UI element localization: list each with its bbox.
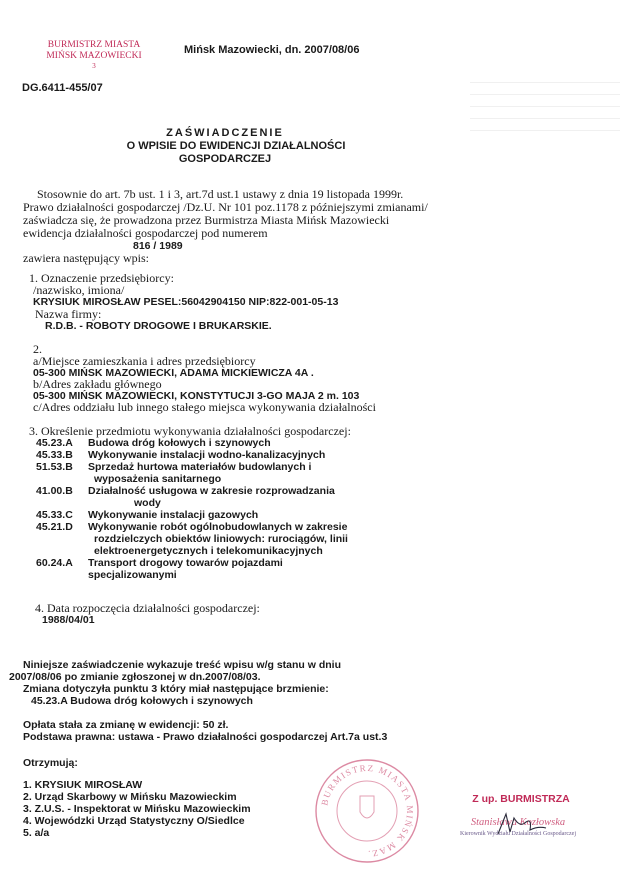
change-note	[9, 659, 341, 707]
note-line-4: 45.23.A Budowa dróg kołowych i szynowych	[31, 695, 253, 707]
intro-paragraph	[23, 188, 428, 240]
document-title	[40, 127, 440, 166]
title-line-3: GOSPODARCZEJ	[178, 153, 272, 165]
activity-desc: Wykonywanie instalacji wodno-kanalizacyjnych	[88, 449, 326, 461]
section-2-heading: 2.	[33, 342, 42, 356]
note-line-2: 2007/08/06 po zmianie zgłoszonej w dn.2007/08/03.	[9, 671, 261, 683]
title-line-2: O WPISIE DO EWIDENCJI DZIAŁALNOŚCI	[126, 140, 346, 152]
activity-code: 45.33.B	[36, 449, 73, 461]
intro-line-2: Prawo działalności gospodarczej /Dz.U. Nr 101 poz.1178 z późniejszymi zmianami/	[23, 200, 428, 214]
recipient-item: 2. Urząd Skarbowy w Mińsku Mazowieckim	[23, 791, 237, 803]
activity-item	[36, 449, 348, 461]
activity-item-cont	[36, 545, 348, 557]
firm-label: Nazwa firmy:	[35, 307, 102, 321]
section-1-heading: 1. Oznaczenie przedsiębiorcy:	[29, 271, 174, 285]
recipient-item: 4. Wojewódzki Urząd Statystyczny O/Siedlce	[23, 815, 245, 827]
activity-item	[36, 509, 348, 521]
start-date: 1988/04/01	[42, 614, 95, 626]
activity-code: 45.21.D	[36, 521, 73, 533]
activity-item	[36, 557, 348, 569]
recipients-list	[23, 779, 251, 839]
address-a-label: a/Miejsce zamieszkania i adres przedsiębiorcy	[33, 354, 256, 368]
signature-stamp-line-2: Stanisława Kozłowska	[470, 817, 566, 828]
activity-item	[36, 461, 348, 473]
recipient-item: 5. a/a	[23, 827, 50, 839]
activity-code: 51.53.B	[36, 461, 73, 473]
scan-residue	[470, 82, 620, 142]
registration-number: 816 / 1989	[133, 240, 183, 252]
fee-line: Opłata stała za zmianę w ewidencji: 50 zł.	[23, 719, 229, 731]
mayor-stamp	[30, 40, 158, 70]
svg-text:BURMISTRZ MIASTA MIŃSK MAZ.	[319, 763, 415, 859]
mayor-stamp-line-3: 3	[92, 62, 96, 70]
intro-line-4: ewidencja działalności gospodarczej pod numerem	[23, 226, 268, 240]
activity-item-cont	[36, 569, 348, 581]
activity-item-cont	[36, 473, 348, 485]
activity-code: 45.33.C	[36, 509, 73, 521]
activity-desc: Transport drogowy towarów pojazdami	[88, 557, 283, 569]
address-b-label: b/Adres zakładu głównego	[33, 377, 162, 391]
activity-code: 60.24.A	[36, 557, 73, 569]
intro-line-3: zaświadcza się, że prowadzona przez Burmistrza Miasta Mińsk Mazowiecki	[23, 213, 390, 227]
recipient-item: 3. Z.U.S. - Inspektorat w Mińsku Mazowieckim	[23, 803, 251, 815]
recipients-heading: Otrzymują:	[23, 757, 78, 769]
activity-item-cont	[36, 533, 348, 545]
official-seal	[312, 756, 422, 866]
activity-code: 41.00.B	[36, 485, 73, 497]
title-line-1: ZAŚWIADCZENIE	[166, 127, 284, 139]
address-b-value: 05-300 MIŃSK MAZOWIECKI, KONSTYTUCJI 3-GO MAJA 2 m. 103	[33, 390, 360, 402]
intro-end: zawiera następujący wpis:	[23, 251, 149, 265]
activity-item	[36, 521, 348, 533]
activity-desc: wyposażenia sanitarnego	[94, 473, 222, 485]
address-a-value: 05-300 MIŃSK MAZOWIECKI, ADAMA MICKIEWICZA 4A .	[33, 367, 314, 379]
activity-list	[36, 437, 348, 581]
place-date: Mińsk Mazowiecki, dn. 2007/08/06	[184, 44, 360, 56]
recipient-item: 1. KRYSIUK MIROSŁAW	[23, 779, 143, 791]
activity-desc: rozdzielczych obiektów liniowych: rurociągów, linii	[94, 533, 348, 545]
handwritten-signature	[492, 808, 552, 842]
activity-desc: specjalizowanymi	[88, 569, 177, 581]
legal-basis: Podstawa prawna: ustawa - Prawo działalności gospodarczej Art.7a ust.3	[23, 731, 388, 743]
note-line-3: Zmiana dotyczyła punktu 3 który miał następujące brzmienie:	[23, 683, 329, 695]
mayor-stamp-line-1: BURMISTRZ MIASTA	[47, 40, 141, 50]
activity-item	[36, 485, 348, 497]
activity-code: 45.23.A	[36, 437, 73, 449]
activity-desc: Wykonywanie robót ogólnobudowlanych w zakresie	[88, 521, 348, 533]
name-value: KRYSIUK MIROSŁAW PESEL:56042904150 NIP:822-001-05-13	[33, 296, 339, 308]
mayor-stamp-line-2: MIŃSK MAZOWIECKI	[46, 51, 142, 61]
signature-stamp-line-1: Z up. BURMISTRZA	[472, 793, 570, 805]
activity-desc: Sprzedaż hurtowa materiałów budowlanych i	[88, 461, 312, 473]
activity-desc: wody	[134, 497, 161, 509]
name-label: /nazwisko, imiona/	[33, 283, 125, 297]
activity-desc: elektroenergetycznych i telekomunikacyjnych	[94, 545, 323, 557]
activity-item	[36, 437, 348, 449]
address-c-label: c/Adres oddziału lub innego stałego miejsca wykonywania działalności	[33, 400, 376, 414]
note-line-1: Niniejsze zaświadczenie wykazuje treść wpisu w/g stanu w dniu	[23, 659, 342, 671]
activity-desc: Wykonywanie instalacji gazowych	[88, 509, 259, 521]
section-3-heading: 3. Określenie przedmiotu wykonywania działalności gospodarczej:	[29, 424, 351, 438]
activity-desc: Działalność usługowa w zakresie rozprowadzania	[88, 485, 335, 497]
reference-number: DG.6411-455/07	[22, 82, 103, 94]
signature-stamp-line-3: Kierownik Wydziału Działalności Gospodarczej	[460, 831, 576, 837]
firm-value: R.D.B. - ROBOTY DROGOWE I BRUKARSKIE.	[45, 320, 272, 332]
activity-item-cont	[36, 497, 348, 509]
intro-line-1: Stosownie do art. 7b ust. 1 i 3, art.7d ust.1 ustawy z dnia 19 listopada 1999r.	[37, 187, 404, 201]
seal-text: BURMISTRZ MIASTA MIŃSK MAZ.	[319, 762, 416, 860]
section-4-heading: 4. Data rozpoczęcia działalności gospodarczej:	[35, 601, 260, 615]
activity-desc: Budowa dróg kołowych i szynowych	[88, 437, 271, 449]
